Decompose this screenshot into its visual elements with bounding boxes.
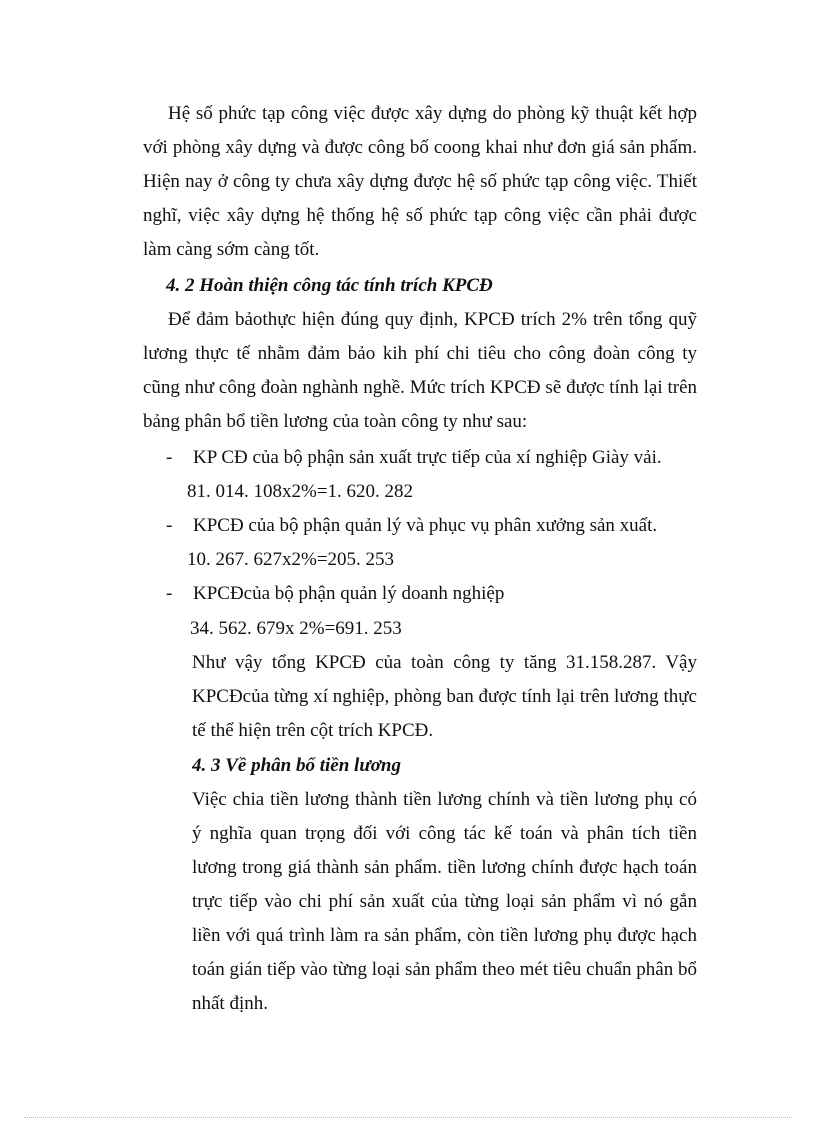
calc-management-dept: 34. 562. 679x 2%=691. 253 [190, 618, 402, 639]
section-4-3-paragraph: Việc chia tiền lương thành tiền lương chính và tiền lương phụ có ý nghĩa quan trọng đối với công tác kế toán và phân tích tiền lương trong giá thành sản phẩm. tiền lương chính được hạch toán trực tiếp vào chi phí sản xuất của từng loại sản phẩm vì nó gắn liền với quá trình làm ra sản phẩm, còn tiền lương phụ được hạch toán gián tiếp vào từng loại sản phẩm theo mét tiêu chuẩn phân bổ nhất định. [192, 789, 697, 1014]
list-item-dash: - [166, 515, 173, 536]
calc-workshop-dept: 10. 267. 627x2%=205. 253 [187, 549, 395, 570]
list-item-workshop-dept: KPCĐ của bộ phận quản lý và phục vụ phân xưởng sản xuất. [193, 515, 658, 536]
list-item-production-dept: KP CĐ của bộ phận sản xuất trực tiếp của xí nghiệp Giày vải. [193, 447, 662, 468]
page-bottom-divider [24, 1117, 792, 1118]
list-item-dash: - [166, 447, 173, 468]
paragraph-complexity-coefficient: Hệ số phức tạp công việc được xây dựng do phòng kỹ thuật kết hợp với phòng xây dựng và được công bố coong khai như đơn giá sản phẩm. Hiện nay ở công ty chưa xây dựng được hệ số phức tạp công việc. Thiết nghĩ, việc xây dựng hệ thống hệ số phức tạp công việc cần phải được làm càng sớm càng tốt. [143, 103, 697, 260]
calc-production-dept: 81. 014. 108x2%=1. 620. 282 [187, 481, 414, 502]
section-4-2-summary: Như vậy tổng KPCĐ của toàn công ty tăng 31.158.287. Vậy KPCĐcủa từng xí nghiệp, phòng ban được tính lại trên lương thực tế thể hiện trên cột trích KPCĐ. [192, 652, 697, 741]
section-4-3-heading: 4. 3 Về phân bổ tiền lương [192, 755, 401, 776]
list-item-management-dept: KPCĐcủa bộ phận quản lý doanh nghiệp [193, 583, 505, 604]
list-item-dash: - [166, 583, 173, 604]
section-4-2-heading: 4. 2 Hoàn thiện công tác tính trích KPCĐ [166, 275, 493, 296]
section-4-2-paragraph: Để đảm bảothực hiện đúng quy định, KPCĐ trích 2% trên tổng quỹ lương thực tế nhằm đảm bảo kih phí chi tiêu cho công đoàn công ty cũng như công đoàn nghành nghề. Mức trích KPCĐ sẽ được tính lại trên bảng phân bổ tiền lương của toàn công ty như sau: [143, 309, 697, 432]
